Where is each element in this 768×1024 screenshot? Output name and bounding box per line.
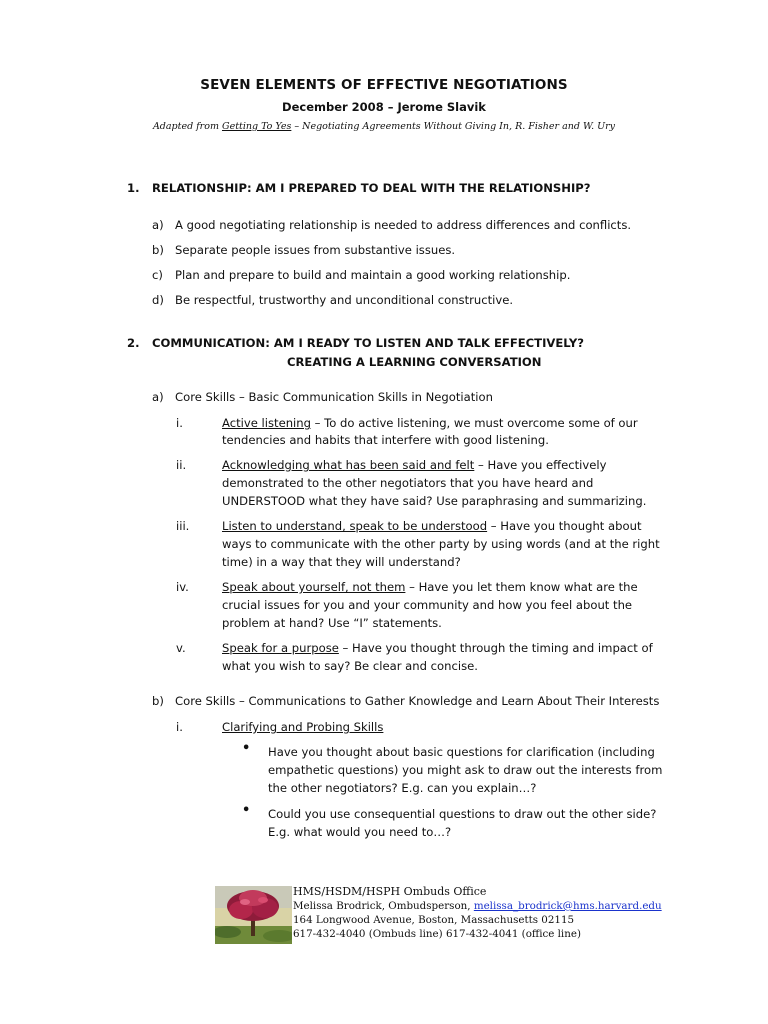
contact-person: Melissa Brodrick, Ombudsperson, <box>293 900 474 912</box>
roman-label: iii. <box>176 519 190 533</box>
roman-item-line: crucial issues for you and your community and how you feel about the <box>222 598 633 612</box>
roman-item-line: problem at hand? Use “I” statements. <box>222 616 442 630</box>
bullet-line: Could you use consequential questions to draw out the other side? <box>268 807 657 821</box>
section2-heading: COMMUNICATION: AM I READY TO LISTEN AND TALK EFFECTIVELY? <box>152 336 584 350</box>
s2a-text: Core Skills – Basic Communication Skills in Negotiation <box>175 390 493 404</box>
bullet-line: empathetic questions) you might ask to draw out the interests from <box>268 763 663 777</box>
email-link[interactable]: melissa_brodrick@hms.harvard.edu <box>473 900 662 912</box>
roman-item-line: Active listening – To do active listening, we must overcome some of our <box>222 416 638 430</box>
document-subtitle: December 2008 – Jerome Slavik <box>282 100 486 114</box>
roman-item-title: Active listening <box>222 416 311 430</box>
ombuds-contact-block <box>293 885 662 941</box>
adapted-book-title: Getting To Yes <box>221 121 292 132</box>
office-name: HMS/HSDM/HSPH Ombuds Office <box>293 885 487 898</box>
roman-item-line: UNDERSTOOD what they have said? Use paraphrasing and summarizing. <box>222 494 647 508</box>
contact-person-line <box>293 899 662 913</box>
section2-number: 2. <box>127 336 140 350</box>
bullet-line: Have you thought about basic questions for clarification (including <box>268 745 655 759</box>
roman-item-line: Listen to understand, speak to be understood – Have you thought about <box>222 519 642 533</box>
roman-item-line: Speak about yourself, not them – Have you let them know what are the <box>222 580 638 594</box>
s1-item-text: Be respectful, trustworthy and unconditional constructive. <box>175 293 514 307</box>
bullet-icon: • <box>242 803 251 818</box>
s1-item-label: a) <box>152 218 164 232</box>
s1-item-label: d) <box>152 293 164 307</box>
document-title: SEVEN ELEMENTS OF EFFECTIVE NEGOTIATIONS <box>200 77 568 93</box>
roman-label: ii. <box>176 458 187 472</box>
bullet-line: the other negotiators? E.g. can you explain…? <box>268 781 537 795</box>
office-address: 164 Longwood Avenue, Boston, Massachusetts 02115 <box>293 914 575 926</box>
roman-item-line: Speak for a purpose – Have you thought through the timing and impact of <box>222 641 653 655</box>
bullet-line: E.g. what would you need to…? <box>268 825 452 839</box>
roman-item-title: Speak about yourself, not them <box>222 580 406 594</box>
s1-item-label: c) <box>152 268 163 282</box>
roman-label: iv. <box>176 580 189 594</box>
roman-item-line: time) in a way that they will understand? <box>222 555 461 569</box>
s2b-text: Core Skills – Communications to Gather Knowledge and Learn About Their Interests <box>175 694 660 708</box>
roman-item-title: Acknowledging what has been said and felt <box>222 458 475 472</box>
roman-item-title: Listen to understand, speak to be understood <box>222 519 488 533</box>
section2-subheading: CREATING A LEARNING CONVERSATION <box>287 355 542 369</box>
roman-item-title: Speak for a purpose <box>222 641 339 655</box>
s2a-label: a) <box>152 390 164 404</box>
section1-number: 1. <box>127 181 140 195</box>
roman-label: i. <box>176 416 183 430</box>
s2b-label: b) <box>152 694 164 708</box>
roman-label: v. <box>176 641 186 655</box>
roman-item-line: Acknowledging what has been said and felt – Have you effectively <box>222 458 607 472</box>
bullet-icon: • <box>242 741 251 756</box>
adapted-prefix: Adapted from <box>152 121 222 132</box>
s1-item-text: Separate people issues from substantive issues. <box>175 243 456 257</box>
roman-item-line: what you wish to say? Be clear and concise. <box>222 659 478 673</box>
s1-item-text: A good negotiating relationship is needed to address differences and conflicts. <box>175 218 632 232</box>
tree-painting-image <box>215 886 292 944</box>
s1-item-text: Plan and prepare to build and maintain a good working relationship. <box>175 268 571 282</box>
roman-item-line: ways to communicate with the other party by using words (and at the right <box>222 537 660 551</box>
adapted-from-line <box>0 121 768 132</box>
roman-label: i. <box>176 720 183 734</box>
s1-item-label: b) <box>152 243 164 257</box>
office-phones: 617-432-4040 (Ombuds line) 617-432-4041 (office line) <box>293 928 581 940</box>
adapted-suffix: – Negotiating Agreements Without Giving In, R. Fisher and W. Ury <box>291 121 616 132</box>
roman-item-line: demonstrated to the other negotiators that you have heard and <box>222 476 594 490</box>
section1-heading: RELATIONSHIP: AM I PREPARED TO DEAL WITH THE RELATIONSHIP? <box>152 181 591 195</box>
roman-item-line: tendencies and habits that interfere with good listening. <box>222 433 549 447</box>
s2b-sub-title: Clarifying and Probing Skills <box>222 720 384 734</box>
